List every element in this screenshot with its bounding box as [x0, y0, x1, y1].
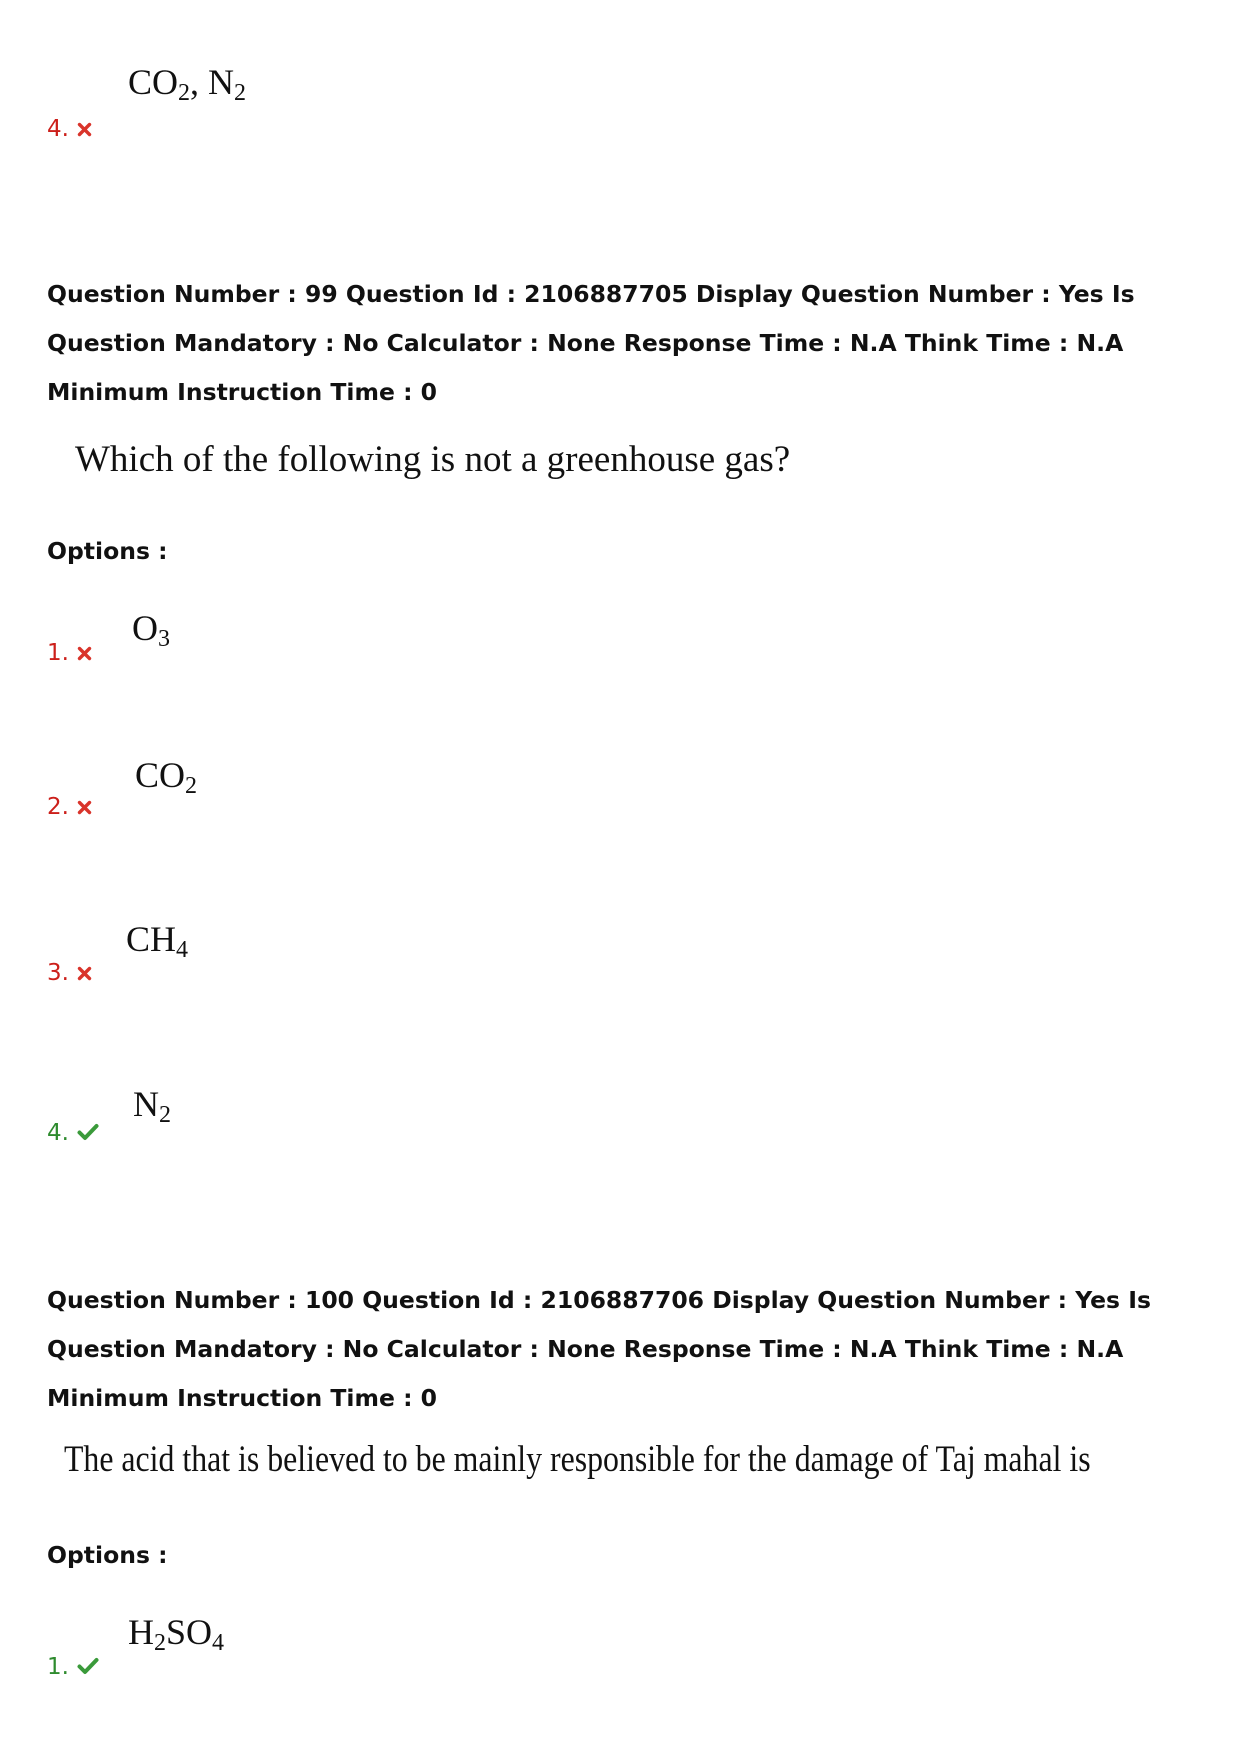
formula-subscript: 2	[178, 80, 191, 106]
option-number: 4.	[47, 116, 69, 142]
cross-icon	[77, 117, 92, 143]
options-label: Options :	[47, 537, 168, 565]
formula-text: CH	[126, 919, 177, 959]
formula	[128, 1612, 225, 1656]
formula-text: H	[128, 1612, 154, 1652]
option-number: 1.	[47, 640, 69, 666]
formula-text: CO	[135, 755, 186, 795]
formula-subscript: 4	[212, 1630, 225, 1656]
formula-subscript: 2	[159, 1102, 171, 1128]
option-number: 3.	[47, 960, 69, 986]
formula-text: CO	[128, 62, 179, 102]
formula	[132, 608, 170, 652]
option-number: 4.	[47, 1120, 69, 1146]
question-text: The acid that is believed to be mainly responsible for the damage of Taj mahal is	[64, 1439, 1091, 1480]
formula	[126, 919, 189, 963]
formula-text: SO	[166, 1612, 213, 1652]
option-number: 2.	[47, 794, 69, 820]
checkmark-icon	[77, 1121, 99, 1147]
options-label: Options :	[47, 1541, 168, 1569]
option-4	[47, 116, 92, 143]
checkmark-icon	[77, 1655, 99, 1681]
formula-text: , N	[190, 62, 235, 102]
formula	[133, 1084, 171, 1128]
cross-icon	[77, 961, 92, 987]
option-3	[47, 960, 92, 987]
formula-text: O	[132, 608, 158, 648]
formula-text: N	[133, 1084, 159, 1124]
formula	[135, 755, 198, 799]
formula-subscript: 2	[234, 80, 247, 106]
formula-subscript: 4	[176, 937, 189, 963]
question-meta: Question Number : 100 Question Id : 2106887706 Display Question Number : Yes Is Question Mandatory : No Calculator : None Response Time : N.A Think Time : N.A Minimum Instruction Time : 0	[47, 1286, 1151, 1412]
option-2	[47, 794, 92, 821]
question-meta: Question Number : 99 Question Id : 2106887705 Display Question Number : Yes Is Question Mandatory : No Calculator : None Response Time : N.A Think Time : N.A Minimum Instruction Time : 0	[47, 280, 1135, 406]
option-1	[47, 1654, 99, 1681]
formula-subscript: 2	[154, 1630, 166, 1656]
formula-subscript: 2	[185, 773, 198, 799]
formula-subscript: 3	[158, 626, 170, 652]
option-4	[47, 1120, 99, 1147]
cross-icon	[77, 795, 92, 821]
option-1	[47, 640, 92, 667]
formula	[128, 62, 247, 106]
cross-icon	[77, 641, 92, 667]
question-text: Which of the following is not a greenhouse gas?	[75, 439, 791, 480]
option-number: 1.	[47, 1654, 69, 1680]
